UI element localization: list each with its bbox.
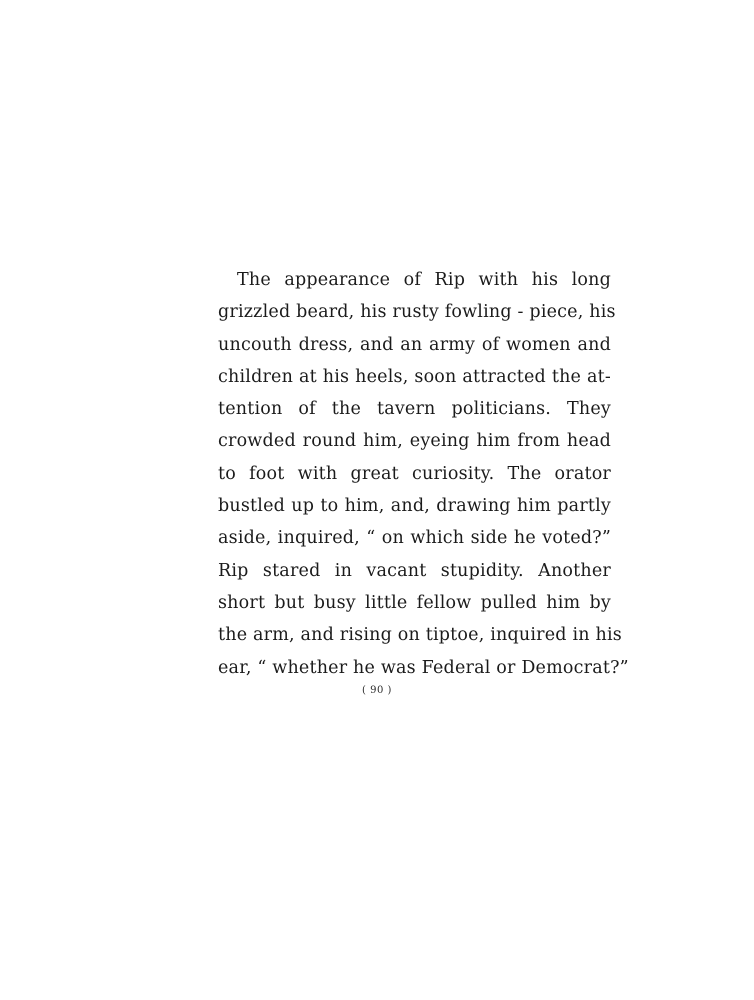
text-line: children at his heels, soon attracted the at- (218, 366, 611, 387)
text-line: grizzled beard, his rusty fowling - piece, his (218, 302, 616, 323)
text-line: ear, “ whether he was Federal or Democrat?” (218, 657, 629, 678)
text-line: short but busy little fellow pulled him by (218, 592, 611, 613)
text-line: uncouth dress, and an army of women and (218, 334, 611, 355)
text-line: The appearance of Rip with his long (237, 270, 611, 290)
text-line: bustled up to him, and, drawing him partly (218, 496, 611, 517)
text-line: Rip stared in vacant stupidity. Another (218, 560, 611, 581)
text-line: the arm, and rising on tiptoe, inquired in his (218, 625, 622, 646)
text-line: to foot with great curiosity. The orator (218, 463, 611, 484)
text-line: crowded round him, eyeing him from head (218, 431, 611, 452)
text-line: tention of the tavern politicians. They (218, 399, 611, 420)
page-number: ( 90 ) (362, 685, 392, 696)
text-line: aside, inquired, “ on which side he voted?” (218, 528, 611, 549)
body-paragraph (218, 264, 629, 684)
